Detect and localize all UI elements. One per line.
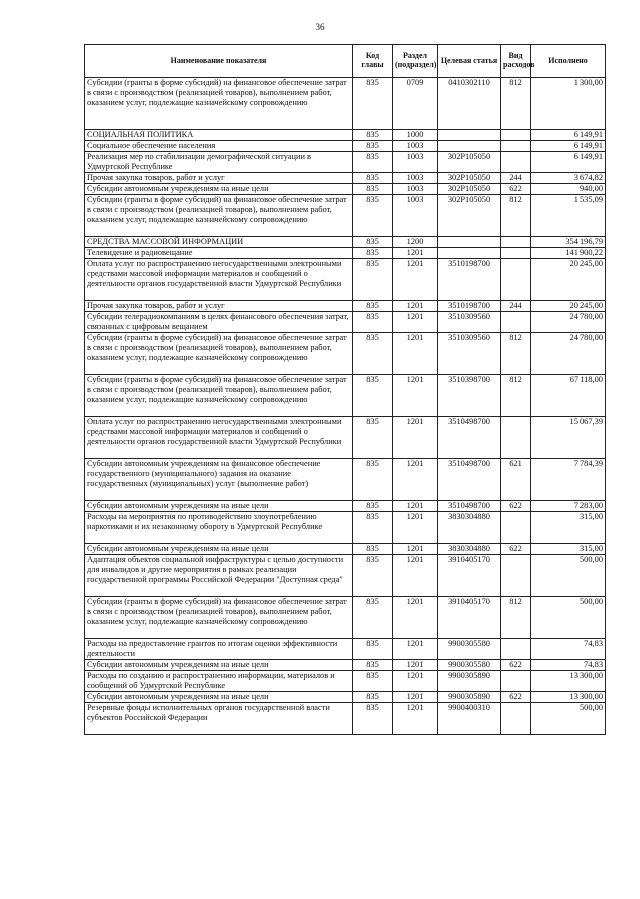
row-target: 302P105050	[438, 152, 501, 173]
row-name: Телевидение и радиовещание	[85, 248, 353, 259]
row-section: 1003	[393, 195, 438, 237]
row-target: 3510398700	[438, 375, 501, 417]
row-amount: 141 900,22	[531, 248, 606, 259]
header-code: Код главы	[353, 45, 393, 78]
row-target: 9900305890	[438, 671, 501, 692]
page-number: 36	[315, 22, 325, 32]
row-expense	[501, 141, 531, 152]
row-amount: 1 300,00	[531, 78, 606, 130]
row-section: 1201	[393, 639, 438, 660]
row-section: 1000	[393, 130, 438, 141]
row-amount: 315,00	[531, 544, 606, 555]
row-amount: 13 300,00	[531, 671, 606, 692]
row-amount: 6 149,91	[531, 141, 606, 152]
row-amount: 315,00	[531, 512, 606, 544]
row-target: 302P105050	[438, 173, 501, 184]
table-row	[85, 671, 606, 692]
row-code: 835	[353, 78, 393, 130]
row-amount: 6 149,91	[531, 152, 606, 173]
row-expense: 812	[501, 78, 531, 130]
row-code: 835	[353, 417, 393, 459]
row-expense: 812	[501, 375, 531, 417]
row-expense	[501, 152, 531, 173]
row-section: 1200	[393, 237, 438, 248]
row-expense	[501, 248, 531, 259]
row-name: Прочая закупка товаров, работ и услуг	[85, 173, 353, 184]
table-row	[85, 78, 606, 130]
row-code: 835	[353, 173, 393, 184]
table-row	[85, 312, 606, 333]
table-row	[85, 459, 606, 501]
table-row	[85, 692, 606, 703]
row-name: Расходы по созданию и распространению информации, материалов и сообщений об Удмуртской Республике	[85, 671, 353, 692]
row-section: 1003	[393, 184, 438, 195]
row-target: 302P105050	[438, 184, 501, 195]
row-expense	[501, 312, 531, 333]
row-target: 3910405170	[438, 597, 501, 639]
row-section: 1201	[393, 597, 438, 639]
row-target: 3510498700	[438, 417, 501, 459]
row-code: 835	[353, 312, 393, 333]
row-target: 3910405170	[438, 555, 501, 597]
row-name: Субсидии (гранты в форме субсидий) на финансовое обеспечение затрат в связи с производством (реализацией товаров), выполнением работ, оказанием услуг, подлежащие казначейскому сопровождению	[85, 78, 353, 130]
row-target: 302P105050	[438, 195, 501, 237]
row-code: 835	[353, 544, 393, 555]
row-section: 1201	[393, 544, 438, 555]
row-code: 835	[353, 301, 393, 312]
row-name: Субсидии автономным учреждениям на иные цели	[85, 660, 353, 671]
row-name: Реализация мер по стабилизации демографической ситуации в Удмуртской Республике	[85, 152, 353, 173]
row-section: 1201	[393, 375, 438, 417]
row-amount: 24 780,00	[531, 333, 606, 375]
row-name: Расходы на мероприятия по противодействию злоупотреблению наркотиками и их незаконному обороту в Удмуртской Республике	[85, 512, 353, 544]
row-section: 1201	[393, 301, 438, 312]
row-code: 835	[353, 555, 393, 597]
row-target	[438, 141, 501, 152]
row-amount: 15 067,39	[531, 417, 606, 459]
row-name: Расходы на предоставление грантов по итогам оценки эффективности деятельности	[85, 639, 353, 660]
row-name: СРЕДСТВА МАССОВОЙ ИНФОРМАЦИИ	[85, 237, 353, 248]
row-expense: 622	[501, 544, 531, 555]
row-name: Субсидии (гранты в форме субсидий) на финансовое обеспечение затрат в связи с производством (реализацией товаров), выполнением работ, оказанием услуг, подлежащие казначейскому сопровождению	[85, 195, 353, 237]
row-code: 835	[353, 259, 393, 301]
row-code: 835	[353, 703, 393, 735]
row-target: 3830304880	[438, 544, 501, 555]
row-expense: 812	[501, 195, 531, 237]
table-row	[85, 237, 606, 248]
row-code: 835	[353, 130, 393, 141]
row-code: 835	[353, 195, 393, 237]
table-row	[85, 597, 606, 639]
table-row	[85, 512, 606, 544]
row-expense	[501, 130, 531, 141]
row-name: Резервные фонды исполнительных органов государственной власти субъектов Российской Федерации	[85, 703, 353, 735]
row-expense: 244	[501, 301, 531, 312]
table-row	[85, 660, 606, 671]
row-target: 3510198700	[438, 301, 501, 312]
row-code: 835	[353, 184, 393, 195]
table-row	[85, 141, 606, 152]
row-expense: 244	[501, 173, 531, 184]
table-row	[85, 375, 606, 417]
row-target: 9900305580	[438, 639, 501, 660]
row-amount: 24 780,00	[531, 312, 606, 333]
row-section: 1201	[393, 660, 438, 671]
row-name: Адаптация объектов социальной инфраструктуры с целью доступности для инвалидов и другие мероприятия в рамках реализации государственной программы Российской Федерации "Доступная среда"	[85, 555, 353, 597]
row-section: 1201	[393, 555, 438, 597]
row-expense: 622	[501, 692, 531, 703]
table-row	[85, 173, 606, 184]
row-expense	[501, 417, 531, 459]
header-target: Целевая статья	[438, 45, 501, 78]
row-code: 835	[353, 597, 393, 639]
table-row	[85, 555, 606, 597]
row-name: Субсидии автономным учреждениям на иные цели	[85, 544, 353, 555]
row-expense: 621	[501, 459, 531, 501]
row-target: 3510498700	[438, 459, 501, 501]
row-target: 9900305580	[438, 660, 501, 671]
row-expense	[501, 671, 531, 692]
row-code: 835	[353, 248, 393, 259]
row-name: Субсидии автономным учреждениям на иные цели	[85, 692, 353, 703]
row-name: Субсидии автономным учреждениям на иные цели	[85, 501, 353, 512]
row-name: Субсидии (гранты в форме субсидий) на финансовое обеспечение затрат в связи с производством (реализацией товаров), выполнением работ, оказанием услуг, подлежащие казначейскому сопровождению	[85, 333, 353, 375]
row-section: 1201	[393, 259, 438, 301]
table-row	[85, 301, 606, 312]
row-target: 3510498700	[438, 501, 501, 512]
table-row	[85, 703, 606, 735]
table-row	[85, 248, 606, 259]
row-name: Оплата услуг по распространению негосударственными электронными средствами массовой информации материалов и сообщений о деятельности органов государственной власти Удмуртской Республики	[85, 417, 353, 459]
row-target: 3830304880	[438, 512, 501, 544]
row-code: 835	[353, 152, 393, 173]
row-name: Социальное обеспечение населения	[85, 141, 353, 152]
row-target: 9900305890	[438, 692, 501, 703]
row-code: 835	[353, 660, 393, 671]
table-row	[85, 152, 606, 173]
row-code: 835	[353, 375, 393, 417]
row-section: 1201	[393, 512, 438, 544]
row-section: 1201	[393, 248, 438, 259]
row-expense	[501, 639, 531, 660]
row-name: Субсидии автономным учреждениям на иные цели	[85, 184, 353, 195]
row-amount: 13 300,00	[531, 692, 606, 703]
row-section: 1201	[393, 333, 438, 375]
row-section: 1003	[393, 152, 438, 173]
row-code: 835	[353, 237, 393, 248]
row-expense: 812	[501, 333, 531, 375]
table-row	[85, 639, 606, 660]
row-target: 3510309560	[438, 333, 501, 375]
table-row	[85, 259, 606, 301]
row-code: 835	[353, 459, 393, 501]
row-section: 1201	[393, 417, 438, 459]
table-row	[85, 544, 606, 555]
row-amount: 7 283,00	[531, 501, 606, 512]
row-expense: 622	[501, 660, 531, 671]
row-amount: 7 784,39	[531, 459, 606, 501]
row-amount: 74,83	[531, 660, 606, 671]
row-section: 1201	[393, 501, 438, 512]
row-expense: 622	[501, 184, 531, 195]
row-amount: 6 149,91	[531, 130, 606, 141]
table-row	[85, 333, 606, 375]
row-name: Прочая закупка товаров, работ и услуг	[85, 301, 353, 312]
row-section: 1201	[393, 703, 438, 735]
row-amount: 20 245,00	[531, 259, 606, 301]
row-target: 0410302110	[438, 78, 501, 130]
row-name: СОЦИАЛЬНАЯ ПОЛИТИКА	[85, 130, 353, 141]
row-section: 1201	[393, 312, 438, 333]
row-amount: 20 245,00	[531, 301, 606, 312]
row-target: 3510309560	[438, 312, 501, 333]
row-section: 1201	[393, 459, 438, 501]
row-target	[438, 237, 501, 248]
row-code: 835	[353, 692, 393, 703]
row-target	[438, 130, 501, 141]
header-expense: Вид расходов	[501, 45, 531, 78]
row-amount: 3 674,82	[531, 173, 606, 184]
budget-table	[84, 44, 606, 735]
row-section: 1003	[393, 141, 438, 152]
row-code: 835	[353, 333, 393, 375]
row-section: 1201	[393, 671, 438, 692]
row-expense	[501, 512, 531, 544]
row-name: Субсидии телерадиокомпаниям в целях финансового обеспечения затрат, связанных с цифровым вещанием	[85, 312, 353, 333]
row-expense	[501, 237, 531, 248]
table-row	[85, 501, 606, 512]
table-row	[85, 195, 606, 237]
table-header-row	[85, 45, 606, 78]
row-amount: 1 535,09	[531, 195, 606, 237]
row-section: 1201	[393, 692, 438, 703]
row-expense	[501, 703, 531, 735]
header-name: Наименование показателя	[85, 45, 353, 78]
row-amount: 500,00	[531, 703, 606, 735]
row-code: 835	[353, 671, 393, 692]
row-expense: 812	[501, 597, 531, 639]
row-section: 1003	[393, 173, 438, 184]
row-code: 835	[353, 639, 393, 660]
row-amount: 500,00	[531, 555, 606, 597]
header-section: Раздел (подраздел)	[393, 45, 438, 78]
row-code: 835	[353, 141, 393, 152]
row-amount: 354 196,79	[531, 237, 606, 248]
row-amount: 74,83	[531, 639, 606, 660]
row-expense: 622	[501, 501, 531, 512]
row-target: 9900400310	[438, 703, 501, 735]
row-code: 835	[353, 512, 393, 544]
row-section: 0709	[393, 78, 438, 130]
table-row	[85, 417, 606, 459]
row-target: 3510198700	[438, 259, 501, 301]
row-name: Оплата услуг по распространению негосударственными электронными средствами массовой информации материалов и сообщений о деятельности органов государственной власти Удмуртской Республики	[85, 259, 353, 301]
row-amount: 940,00	[531, 184, 606, 195]
header-amount: Исполнено	[531, 45, 606, 78]
row-amount: 500,00	[531, 597, 606, 639]
row-name: Субсидии (гранты в форме субсидий) на финансовое обеспечение затрат в связи с производством (реализацией товаров), выполнением работ, оказанием услуг, подлежащие казначейскому сопровождению	[85, 597, 353, 639]
row-code: 835	[353, 501, 393, 512]
row-expense	[501, 259, 531, 301]
table-row	[85, 130, 606, 141]
row-name: Субсидии автономным учреждениям на финансовое обеспечение государственного (муниципального) задания на оказание государственных (муниципальных) услуг (выполнение работ)	[85, 459, 353, 501]
table-row	[85, 184, 606, 195]
row-name: Субсидии (гранты в форме субсидий) на финансовое обеспечение затрат в связи с производством (реализацией товаров), выполнением работ, оказанием услуг, подлежащие казначейскому сопровождению	[85, 375, 353, 417]
row-amount: 67 118,00	[531, 375, 606, 417]
row-expense	[501, 555, 531, 597]
row-target	[438, 248, 501, 259]
